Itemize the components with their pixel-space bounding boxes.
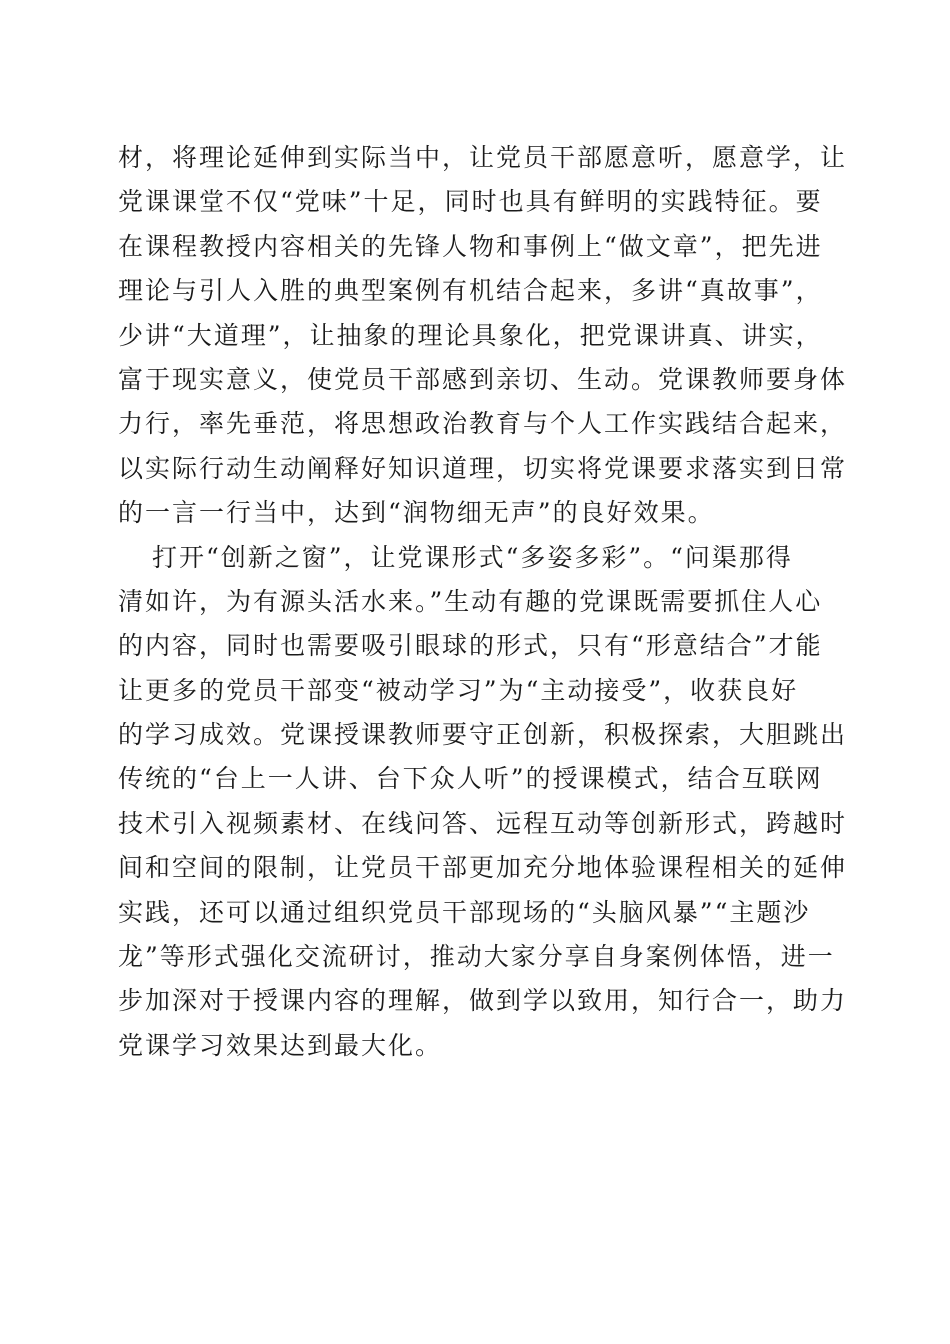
text-line: 的内容，同时也需要吸引眼球的形式，只有“形意结合”才能 [118, 631, 823, 661]
text-line: 实践，还可以通过组织党员干部现场的“头脑风暴”“主题沙 [118, 897, 811, 927]
paragraph-1 [118, 136, 848, 536]
text-line: 龙”等形式强化交流研讨，推动大家分享自身案例体悟，进一 [118, 942, 835, 972]
document-body [118, 136, 848, 1068]
text-line: 富于现实意义，使党员干部感到亲切、生动。党课教师要身体 [118, 364, 848, 394]
text-line: 的学习成效。党课授课教师要守正创新，积极探索，大胆跳出 [118, 720, 848, 750]
text-line: 党课学习效果达到最大化。 [118, 1030, 443, 1060]
text-line: 理论与引人入胜的典型案例有机结合起来，多讲“真故事”， [118, 276, 823, 306]
text-line: 清如许，为有源头活水来。”生动有趣的党课既需要抓住人心 [118, 586, 823, 616]
text-line: 的一言一行当中，达到“润物细无声”的良好效果。 [118, 498, 715, 528]
text-line: 让更多的党员干部变“被动学习”为“主动接受”，收获良好 [118, 675, 799, 705]
text-line: 技术引入视频素材、在线问答、远程互动等创新形式，跨越时 [118, 808, 848, 838]
text-line: 间和空间的限制，让党员干部更加充分地体验课程相关的延伸 [118, 853, 848, 883]
text-line: 材，将理论延伸到实际当中，让党员干部愿意听，愿意学，让 [118, 143, 848, 172]
text-line: 传统的“台上一人讲、台下众人听”的授课模式，结合互联网 [118, 764, 823, 794]
text-line: 少讲“大道理”，让抽象的理论具象化，把党课讲真、讲实， [118, 320, 823, 350]
text-line-indented: 打开“创新之窗”，让党课形式“多姿多彩”。“问渠那得 [152, 542, 793, 572]
paragraph-2 [118, 536, 848, 1069]
text-line: 党课课堂不仅“党味”十足，同时也具有鲜明的实践特征。要 [118, 187, 823, 217]
text-line: 以实际行动生动阐释好知识道理，切实将党课要求落实到日常 [118, 453, 848, 483]
text-line: 力行，率先垂范，将思想政治教育与个人工作实践结合起来， [118, 409, 848, 439]
text-line: 步加深对于授课内容的理解，做到学以致用，知行合一，助力 [118, 986, 848, 1016]
text-line: 在课程教授内容相关的先锋人物和事例上“做文章”，把先进 [118, 231, 823, 261]
